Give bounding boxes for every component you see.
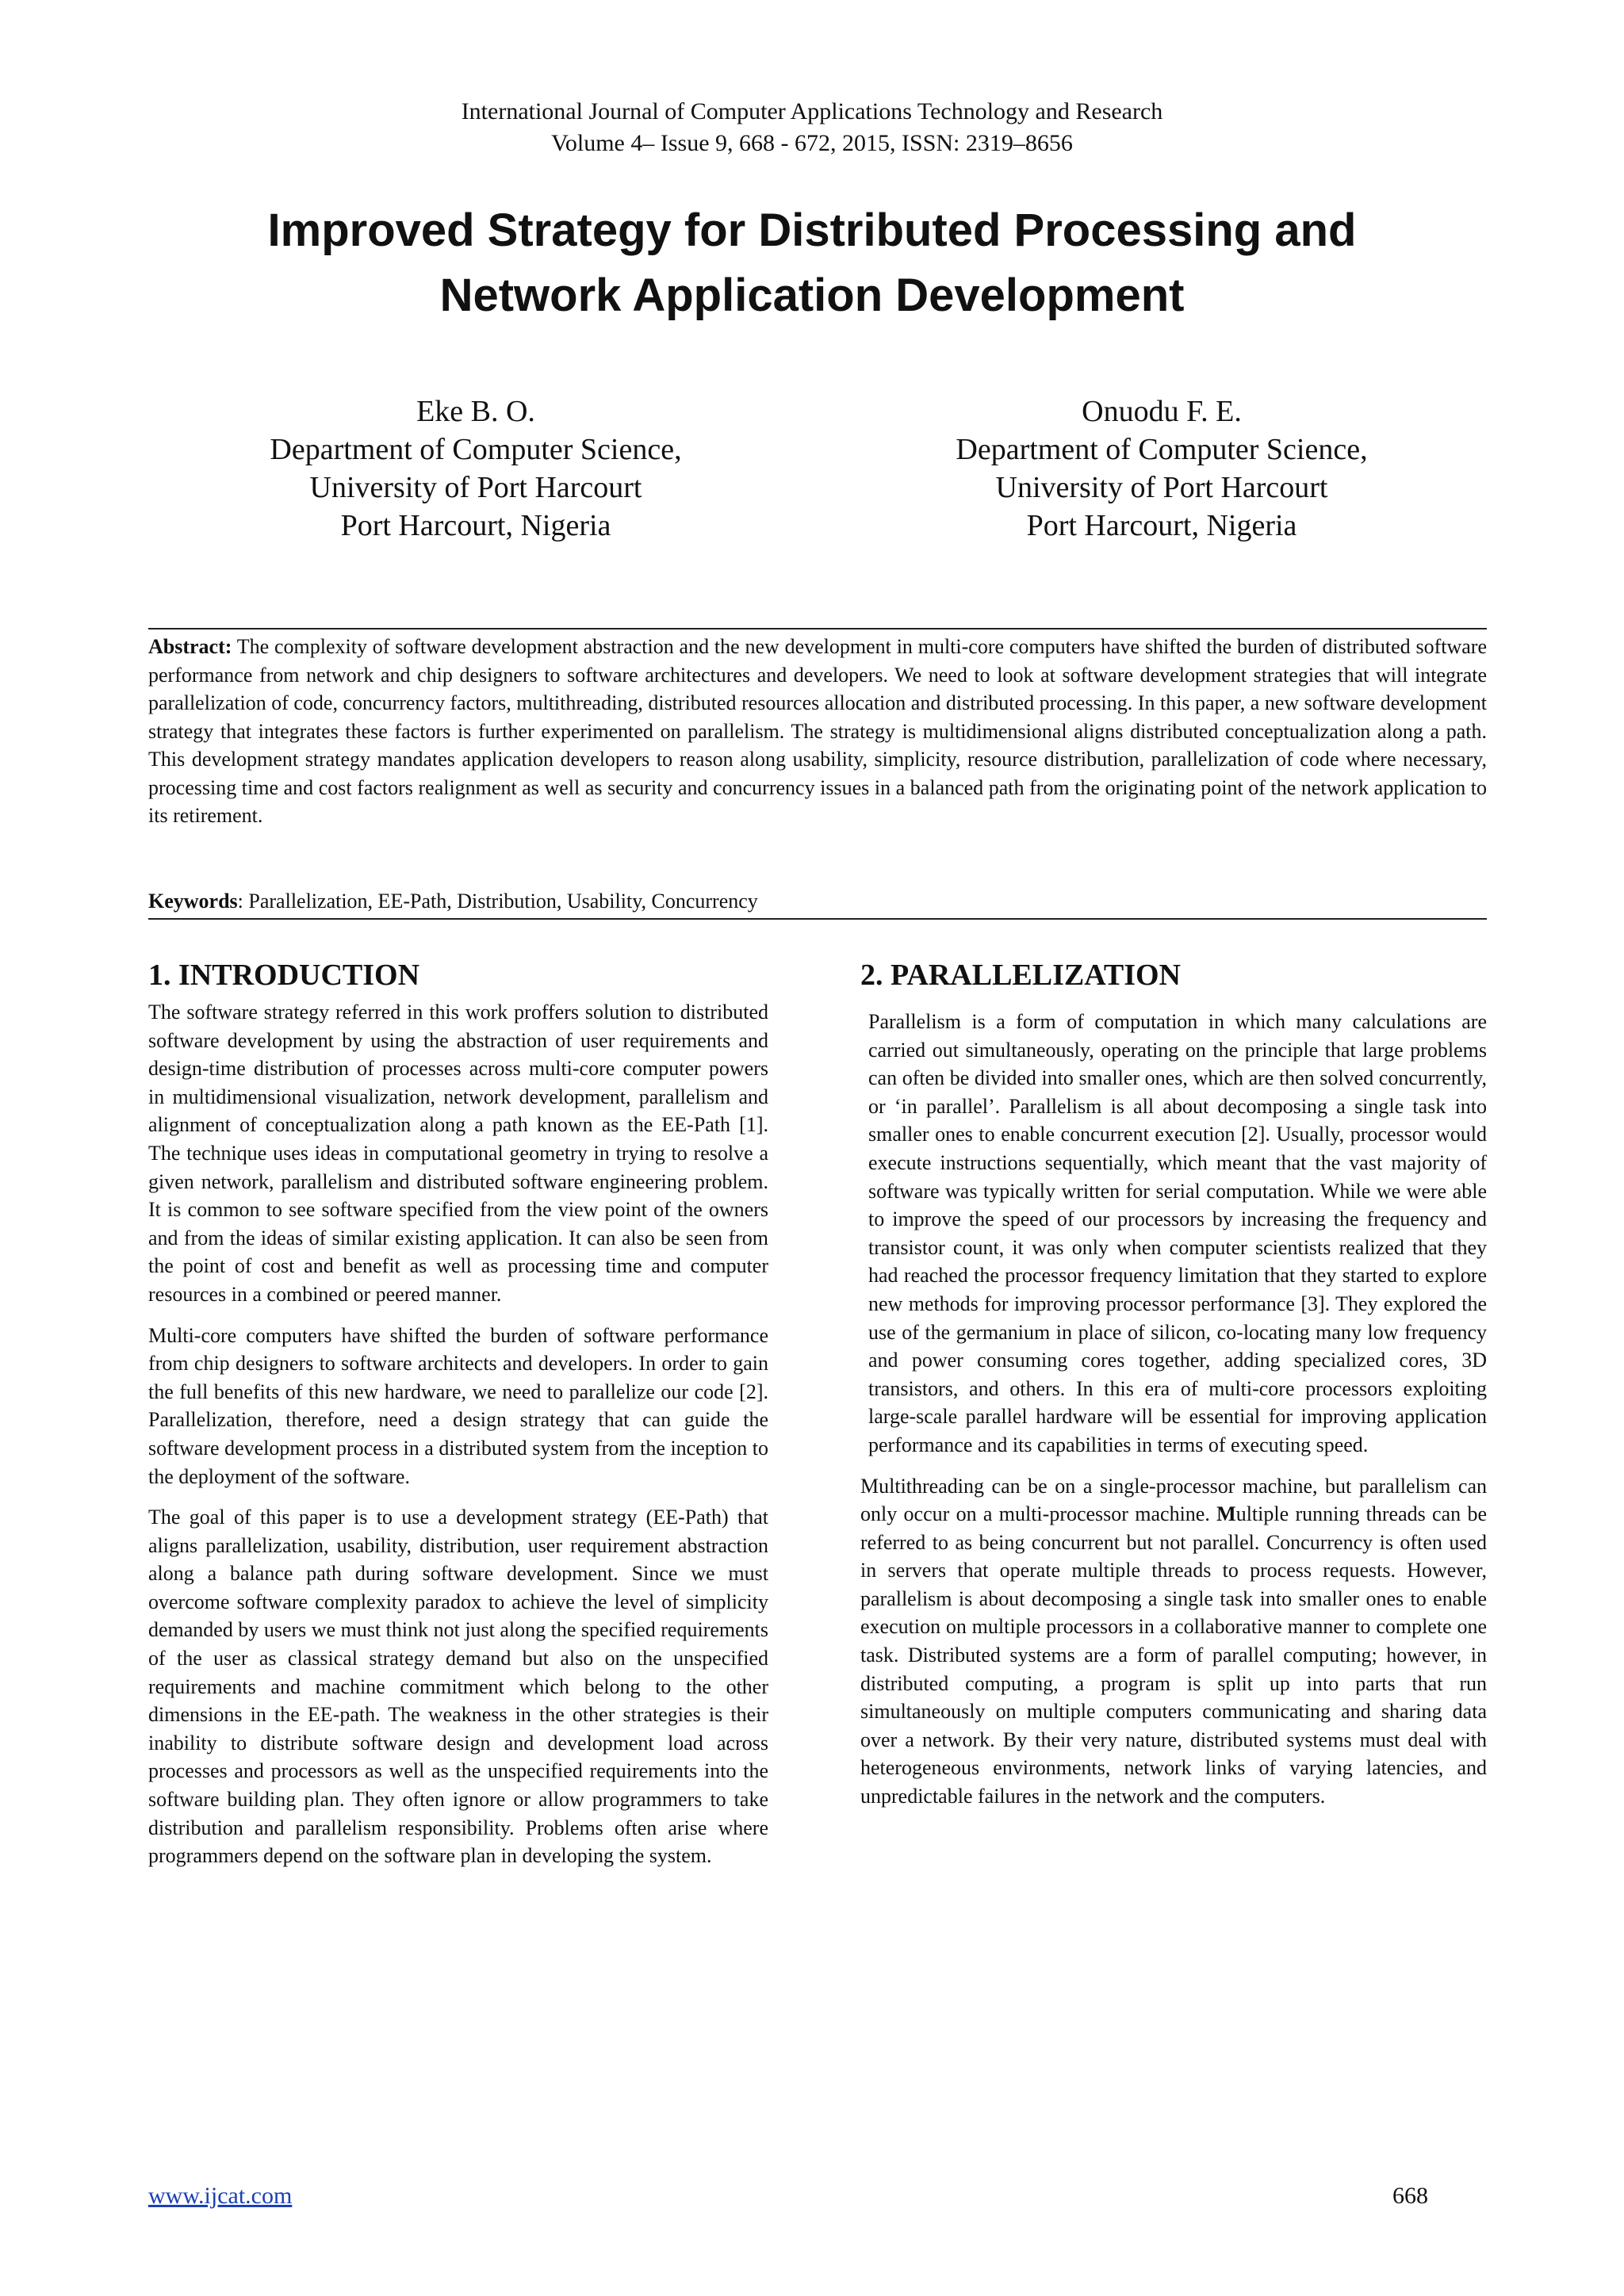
keywords-label: Keywords <box>148 890 238 913</box>
author-name: Onuodu F. E. <box>1082 395 1242 428</box>
page-number: 668 <box>1392 2183 1428 2209</box>
paragraph: Multi-core computers have shifted the burden of software performance from chip designers to software architects and developers. In order to gain the full benefits of this new hardware, we need to parallelize our code [2]. Parallelization, therefore, need a design strategy that can guide the software development process in a distributed system from the inception to the deployment of the software. <box>148 1323 768 1488</box>
paragraph: Parallelism is a form of computation in which many calculations are carried out simultaneously, operating on the principle that large problems can often be divided into smaller ones, which are then solved concurrently, or ‘in parallel’. Parallelism is all about decomposing a single task into smaller ones to enable concurrent execution [2]. Usually, processor would execute instructions sequentially, which meant that the vast majority of software was typically written for serial computation. While we were able to improve the speed of our processors by increasing the frequency and transistor count, it was only when computer scientists realized that they had reached the processor frequency limitation that they started to explore new methods for improving processor performance [3]. They explored the use of the germanium in place of silicon, co-locating many low frequency and power consuming cores together, adding specialized cores, 3D transistors, and others. In this era of multi-core processors exploiting large-scale parallel hardware will be essential for improving application performance and its capabilities in terms of executing speed. <box>868 1010 1487 1456</box>
author-department: Department of Computer Science, <box>956 433 1368 466</box>
keywords-text: : Parallelization, EE-Path, Distribution, Usability, Concurrency <box>237 890 758 913</box>
left-column <box>148 955 768 1883</box>
author-location: Port Harcourt, Nigeria <box>1026 509 1297 542</box>
author-university: University of Port Harcourt <box>995 471 1328 504</box>
author-location: Port Harcourt, Nigeria <box>340 509 611 542</box>
right-column <box>860 955 1487 1823</box>
section-heading-introduction: 1. INTRODUCTION <box>148 959 420 992</box>
journal-volume-info: Volume 4– Issue 9, 668 - 672, 2015, ISSN: 2319–8656 <box>551 130 1073 156</box>
author-name: Eke B. O. <box>416 395 535 428</box>
paper-title <box>159 198 1465 328</box>
paragraph: The software strategy referred in this work proffers solution to distributed software development by using the abstraction of user requirements and design-time distribution of processes across multi-core computer powers in multidimensional visualization, network development, parallelism and alignment of conceptualization along a path known as the EE-Path [1]. The technique uses ideas in computational geometry in trying to resolve a given network, parallelism and distributed software engineering problem. It is common to see software specified from the view point of the owners and from the ideas of similar existing application. It can also be seen from the point of cost and benefit as well as processing time and computer resources in a combined or peered manner. <box>148 1001 768 1306</box>
paper-title-line-1: Improved Strategy for Distributed Processing and <box>267 205 1357 256</box>
paragraph-start: Multithreading can be on a single-processor machine, but parallelism can only occur on a multi-processor machine. <box>860 1474 1487 1526</box>
journal-name: International Journal of Computer Applications Technology and Research <box>461 98 1163 124</box>
paper-title-line-2: Network Application Development <box>439 270 1185 321</box>
paragraph-rest: ultiple running threads can be referred to as being concurrent but not parallel. Concurrency is often used in servers that operate multiple threads to process requests. However, parallelism is about decomposing a single task into smaller ones to enable execution on multiple processors in a collaborative manner to complete one task. Distributed systems are a form of parallel computing; however, in distributed computing, a program is split up into parts that run simultaneously on multiple computers communicating and sharing data over a network. By their very nature, distributed systems must deal with heterogeneous environments, network links of varying latencies, and unpredictable failures in the network and the computers. <box>860 1502 1487 1808</box>
author-block-1 <box>174 392 777 545</box>
keywords-bottom-divider <box>148 918 1487 920</box>
abstract <box>148 633 1487 830</box>
keywords <box>148 888 1487 915</box>
abstract-label: Abstract: <box>148 635 232 658</box>
abstract-top-divider <box>148 628 1487 629</box>
abstract-text: The complexity of software development abstraction and the new development in multi-core computers have shifted the burden of distributed software performance from network and chip designers to software architectures and developers. We need to look at software development strategies that will integrate parallelization of code, concurrency factors, multithreading, distributed resources allocation and distributed processing. In this paper, a new software development strategy that integrates these factors is further experimented on parallelism. The strategy is multidimensional aligns distributed conceptualization along a path. This development strategy mandates application developers to reason along usability, simplicity, resource distribution, parallelization of code where necessary, processing time and cost factors realignment as well as security and concurrency issues in a balanced path from the originating point of the network application to its retirement. <box>148 635 1487 827</box>
author-block-2 <box>860 392 1463 545</box>
section-heading-parallelization: 2. PARALLELIZATION <box>860 959 1181 992</box>
author-department: Department of Computer Science, <box>270 433 682 466</box>
bold-initial: M <box>1216 1502 1236 1526</box>
paragraph <box>860 1472 1487 1811</box>
paragraph: The goal of this paper is to use a development strategy (EE-Path) that aligns parallelization, usability, distribution, user requirement abstraction along a balance path during software development. Since we must overcome software complexity paradox to achieve the level of simplicity demanded by users we must think not just along the specified requirements of the user as classical strategy demand but also on the unspecified requirements and machine commitment which belong to the other dimensions in the EE-path. The weakness in the other strategies is their inability to distribute software design and development load across processes and processors as well as the unspecified requirements into the software building plan. They often ignore or allow programmers to take distribution and parallelism responsibility. Problems often arise where programmers depend on the software plan in developing the system. <box>148 1506 768 1868</box>
journal-website-link[interactable]: www.ijcat.com <box>148 2183 293 2209</box>
author-university: University of Port Harcourt <box>309 471 642 504</box>
